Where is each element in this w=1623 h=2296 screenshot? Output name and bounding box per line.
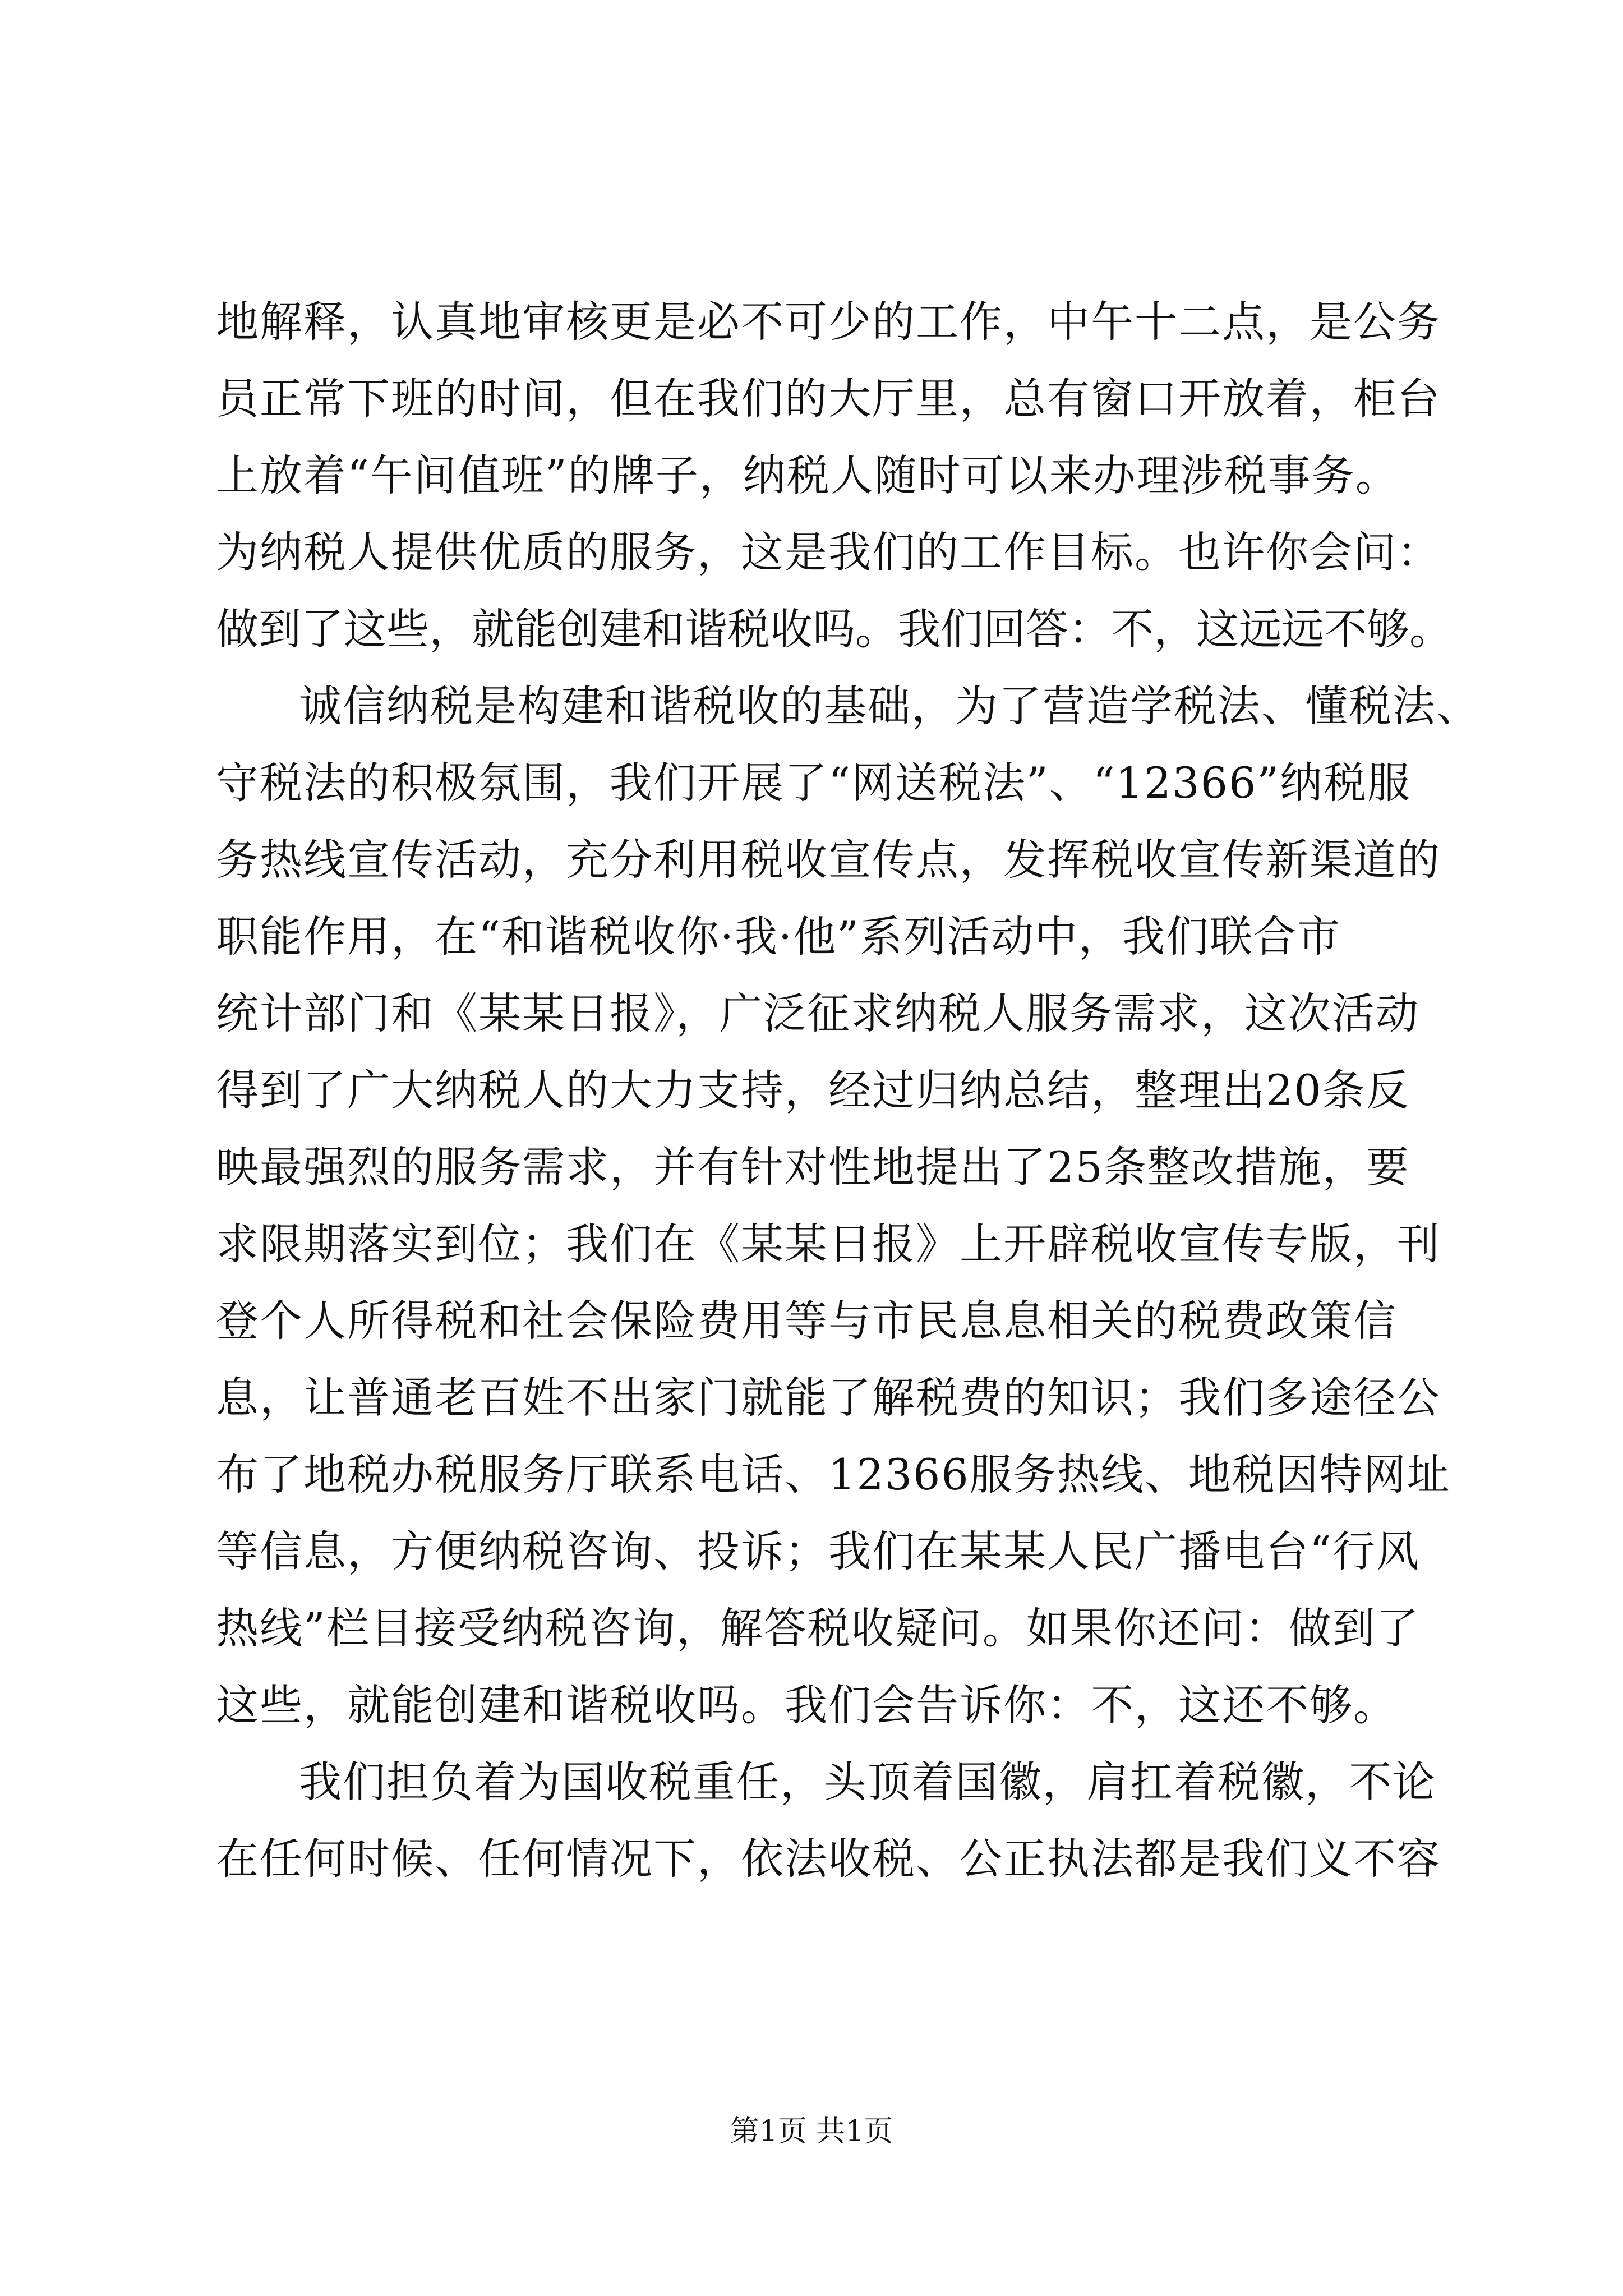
text-line: 这些，就能创建和谐税收吗。我们会告诉你：不，这还不够。 xyxy=(216,1680,1397,1730)
text-line: 等信息，方便纳税咨询、投诉；我们在某某人民广播电台“行风 xyxy=(216,1526,1420,1576)
text-line: 务热线宣传活动，充分利用税收宣传点，发挥税收宣传新渠道的 xyxy=(216,835,1441,885)
body-text xyxy=(216,283,1480,1897)
text-line: 上放着“午间值班”的牌子，纳税人随时可以来办理涉税事务。 xyxy=(216,450,1399,500)
text-line: 热线”栏目接受纳税咨询，解答税收疑问。如果你还问：做到了 xyxy=(216,1603,1420,1653)
paragraph-first-line: 我们担负着为国收税重任，头顶着国徽，肩扛着税徽，不论 xyxy=(299,1757,1436,1807)
text-line: 职能作用，在“和谐税收你·我·他”系列活动中，我们联合市 xyxy=(216,912,1341,961)
text-line: 在任何时候、任何情况下，依法收税、公正执法都是我们义不容 xyxy=(216,1834,1441,1884)
page-footer: 第1页 共1页 xyxy=(730,2115,893,2148)
text-line: 员正常下班的时间，但在我们的大厅里，总有窗口开放着，柜台 xyxy=(216,374,1441,424)
text-line: 为纳税人提供优质的服务，这是我们的工作目标。也许你会问： xyxy=(216,527,1441,577)
text-line: 做到了这些，就能创建和谐税收吗。我们回答：不，这远远不够。 xyxy=(216,604,1452,654)
text-line: 布了地税办税服务厅联系电话、12366服务热线、地税因特网址 xyxy=(216,1450,1451,1499)
text-line: 守税法的积极氛围，我们开展了“网送税法”、“12366”纳税服 xyxy=(216,758,1412,808)
text-line: 得到了广大纳税人的大力支持，经过归纳总结，整理出20条反 xyxy=(216,1065,1410,1115)
text-line: 息，让普通老百姓不出家门就能了解税费的知识；我们多途径公 xyxy=(216,1373,1441,1423)
text-line: 映最强烈的服务需求，并有针对性地提出了25条整改措施，要 xyxy=(216,1142,1410,1192)
text-line: 登个人所得税和社会保险费用等与市民息息相关的税费政策信 xyxy=(216,1296,1397,1346)
text-line: 地解释，认真地审核更是必不可少的工作，中午十二点，是公务 xyxy=(216,297,1441,347)
paragraph-first-line: 诚信纳税是构建和谐税收的基础，为了营造学税法、懂税法、 xyxy=(299,681,1480,731)
text-line: 统计部门和《某某日报》，广泛征求纳税人服务需求，这次活动 xyxy=(216,988,1419,1038)
text-line: 求限期落实到位；我们在《某某日报》上开辟税收宣传专版，刊 xyxy=(216,1219,1441,1269)
